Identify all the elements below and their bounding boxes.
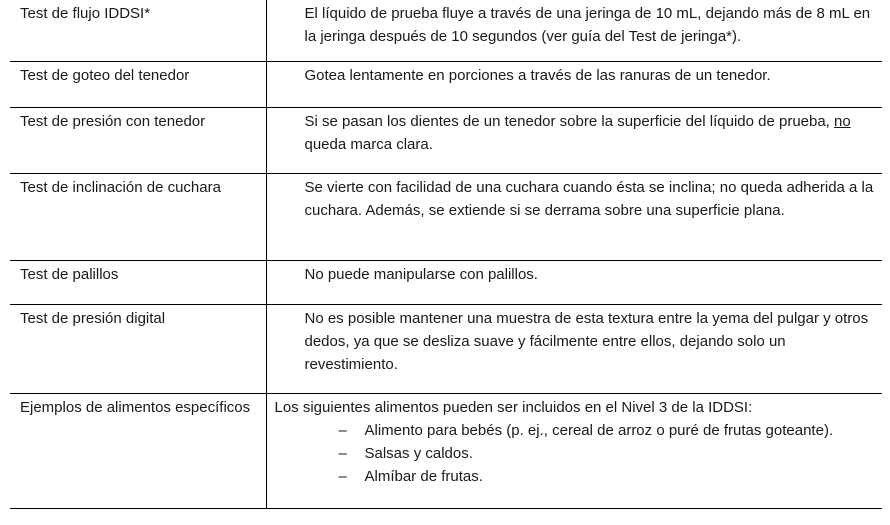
dash-bullet: – <box>338 445 347 462</box>
row-description: Gotea lentamente en porciones a través de las ranuras de un tenedor. <box>266 62 882 108</box>
examples-intro: Los siguientes alimentos pueden ser incluidos en el Nivel 3 de la IDDSI: <box>274 399 753 416</box>
row-label: Test de presión con tenedor <box>10 108 266 174</box>
table-row <box>10 261 882 305</box>
list-item <box>275 419 875 442</box>
row-label: Test de palillos <box>10 261 266 305</box>
row-label: Test de goteo del tenedor <box>10 62 266 108</box>
underlined-word: no <box>834 113 851 130</box>
table-row <box>10 174 882 261</box>
row-description: Se vierte con facilidad de una cuchara cuando ésta se inclina; no queda adherida a la cuchara. Además, se extiende si se derrama sobre una superficie plana. <box>266 174 882 261</box>
row-label: Ejemplos de alimentos específicos <box>10 394 266 509</box>
list-item-text: Salsas y caldos. <box>364 445 473 462</box>
list-item <box>275 442 875 465</box>
description-text: Si se pasan los dientes de un tenedor sobre la superficie del líquido de prueba, <box>304 113 835 130</box>
iddsi-test-table <box>10 0 882 509</box>
row-label: Test de presión digital <box>10 305 266 394</box>
row-description <box>266 108 882 174</box>
list-item <box>275 465 875 488</box>
table-row <box>10 62 882 108</box>
dash-bullet: – <box>338 468 347 485</box>
row-description: El líquido de prueba fluye a través de una jeringa de 10 mL, dejando más de 8 mL en la jeringa después de 10 segundos (ver guía del Test de jeringa*). <box>266 0 882 62</box>
row-description <box>266 394 882 509</box>
examples-list <box>275 419 875 488</box>
row-description: No puede manipularse con palillos. <box>266 261 882 305</box>
list-item-text: Alimento para bebés (p. ej., cereal de arroz o puré de frutas goteante). <box>364 422 834 439</box>
row-label: Test de inclinación de cuchara <box>10 174 266 261</box>
table-row <box>10 108 882 174</box>
description-text: queda marca clara. <box>304 136 433 153</box>
table-row <box>10 305 882 394</box>
table-row <box>10 0 882 62</box>
list-item-text: Almíbar de frutas. <box>364 468 483 485</box>
table-row <box>10 394 882 509</box>
row-description: No es posible mantener una muestra de esta textura entre la yema del pulgar y otros dedos, ya que se desliza suave y fácilmente entre ellos, dejando solo un revestimiento. <box>266 305 882 394</box>
row-label: Test de flujo IDDSI* <box>10 0 266 62</box>
dash-bullet: – <box>338 422 347 439</box>
